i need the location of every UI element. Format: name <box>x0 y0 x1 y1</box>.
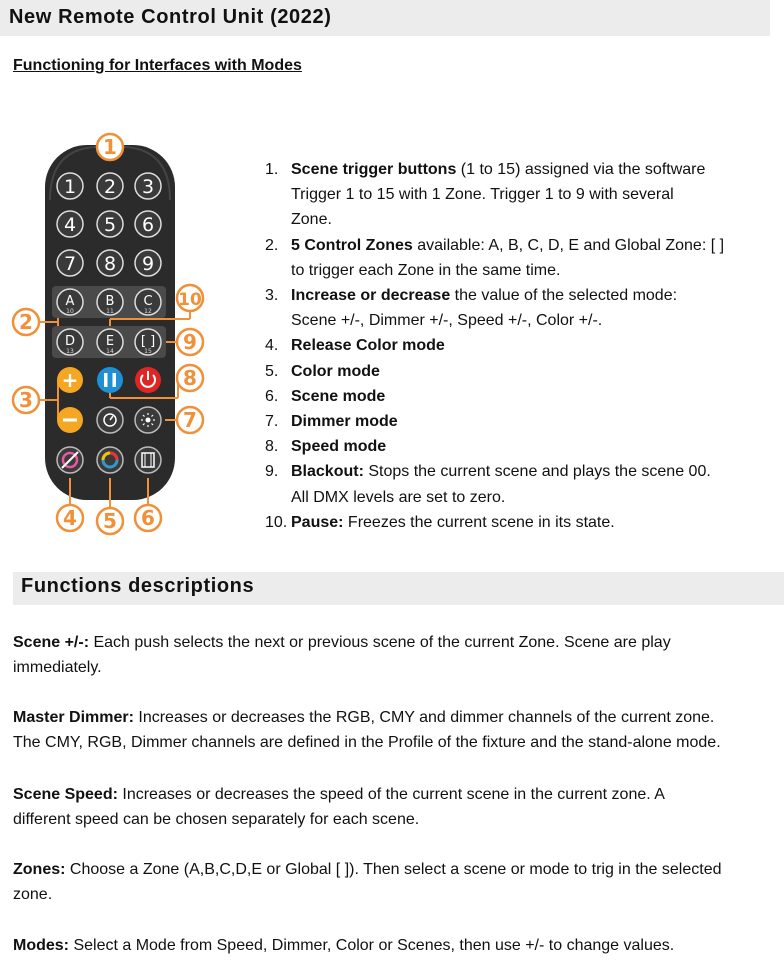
list-item-bold: Release Color mode <box>291 337 445 355</box>
pause-button <box>97 367 123 393</box>
list-item-bold: Speed mode <box>291 438 387 456</box>
callout-label: 4 <box>63 506 77 530</box>
title-bar <box>0 0 770 36</box>
function-text: different speed can be chosen separately for each scene. <box>13 811 420 829</box>
function-term: Scene Speed: <box>13 786 118 803</box>
list-item <box>265 333 770 358</box>
zone-key-letter: E <box>105 334 115 349</box>
list-item-text: Zone. <box>291 211 332 229</box>
list-item-bold: Dimmer mode <box>291 413 398 431</box>
function-text: Increases or decreases the speed of the current scene in the current zone. A <box>117 786 665 803</box>
callout-label: 9 <box>183 330 197 354</box>
number-key-label: 2 <box>103 176 117 198</box>
function-term: Modes: <box>13 937 69 954</box>
functions-title-bar <box>13 572 784 605</box>
callout-label: 6 <box>141 506 155 530</box>
color-mode-button <box>97 447 123 473</box>
list-item-text: Scene +/-, Dimmer +/-, Speed +/-, Color +/-. <box>291 312 603 330</box>
function-term: Zones: <box>13 861 66 878</box>
list-number: 5. <box>265 362 279 380</box>
list-number: 7. <box>265 413 279 431</box>
zone-key-letter: C <box>143 294 153 309</box>
zone-key-sub: 13 <box>66 348 74 355</box>
callout-label: 7 <box>183 408 197 432</box>
number-key-label: 7 <box>63 253 77 275</box>
function-text: The CMY, RGB, Dimmer channels are defined in the Profile of the fixture and the stand-alone mode. <box>13 734 721 752</box>
list-item <box>265 359 770 384</box>
list-item-text: (1 to 15) assigned via the software <box>456 161 706 178</box>
scene-mode-button <box>135 447 161 473</box>
function-paragraph <box>13 782 781 832</box>
list-number: 2. <box>265 236 279 254</box>
number-keys <box>57 173 161 276</box>
number-key-label: 4 <box>63 214 77 236</box>
functions-title: Functions descriptions <box>21 575 255 597</box>
list-number: 3. <box>265 287 279 305</box>
callout-label: 1 <box>103 135 117 159</box>
number-key-label: 1 <box>63 176 77 198</box>
number-key-label: 6 <box>141 214 155 236</box>
list-number: 8. <box>265 438 279 456</box>
zone-key-letter: B <box>105 294 115 309</box>
function-text: Select a Mode from Speed, Dimmer, Color or Scenes, then use +/- to change values. <box>69 937 675 954</box>
zone-key-sub: 12 <box>144 308 152 315</box>
zone-key-letter: D <box>64 334 76 349</box>
list-item-text: to trigger each Zone in the same time. <box>291 261 561 279</box>
number-key-label: 9 <box>141 253 155 275</box>
list-item <box>265 510 770 535</box>
list-item-bold: Increase or decrease <box>291 287 451 305</box>
function-text: immediately. <box>13 659 102 677</box>
list-item <box>265 459 770 509</box>
function-text: Choose a Zone (A,B,C,D,E or Global [ ]). Then select a scene or mode to trig in the selected <box>65 861 722 878</box>
list-number: 1. <box>265 161 279 178</box>
list-item-bold: 5 Control Zones <box>291 236 413 254</box>
feature-list <box>265 157 770 535</box>
function-text: zone. <box>13 886 53 904</box>
list-item-bold: Blackout: <box>291 463 364 481</box>
list-item <box>265 384 770 409</box>
list-item-text: Trigger 1 to 15 with 1 Zone. Trigger 1 to 9 with several <box>291 186 674 204</box>
page-title: New Remote Control Unit (2022) <box>9 6 332 28</box>
list-item-text: All DMX levels are set to zero. <box>291 488 506 506</box>
zone-key-sub: 11 <box>106 308 114 315</box>
list-item-text: available: A, B, C, D, E and Global Zone: [ ] <box>412 236 725 254</box>
function-text: Increases or decreases the RGB, CMY and dimmer channels of the current zone. <box>133 709 715 726</box>
function-paragraph <box>13 933 781 958</box>
list-item <box>265 409 770 434</box>
remote-illustration <box>0 130 240 540</box>
function-term: Scene +/-: <box>13 634 90 651</box>
callout-label: 5 <box>103 509 117 533</box>
number-key-label: 5 <box>103 214 117 236</box>
number-key-label: 8 <box>103 253 117 275</box>
zone-key-letter: [ ] <box>140 334 156 349</box>
list-item <box>265 233 770 283</box>
list-item-text: the value of the selected mode: <box>450 287 678 305</box>
list-item <box>265 434 770 459</box>
list-number: 4. <box>265 337 279 355</box>
list-item-bold: Scene mode <box>291 387 386 405</box>
list-item-text: Freezes the current scene in its state. <box>343 513 615 531</box>
function-paragraph <box>13 857 781 907</box>
list-number: 6. <box>265 387 279 405</box>
callout-label: 2 <box>19 310 33 334</box>
svg-text:+: + <box>61 368 79 392</box>
section-subtitle: Functioning for Interfaces with Modes <box>13 57 302 74</box>
function-paragraph <box>13 705 781 755</box>
list-item <box>265 157 770 233</box>
function-term: Master Dimmer: <box>13 709 134 726</box>
list-item <box>265 283 770 333</box>
list-item-bold: Color mode <box>291 362 380 380</box>
list-number: 10. <box>265 513 288 531</box>
zone-key-sub: 10 <box>66 308 74 315</box>
list-item-bold: Pause: <box>291 513 344 531</box>
callout-label: 10 <box>178 290 202 310</box>
function-text: Each push selects the next or previous scene of the current Zone. Scene are play <box>89 634 671 651</box>
zone-key-sub: 14 <box>106 348 114 355</box>
number-key-label: 3 <box>141 176 155 198</box>
list-item-text: Stops the current scene and plays the scene 00. <box>363 463 711 481</box>
zone-key-sub: 15 <box>144 348 152 355</box>
list-item-bold: Scene trigger buttons <box>291 161 457 178</box>
zone-key-letter: A <box>65 294 75 309</box>
list-number: 9. <box>265 463 279 481</box>
callout-label: 8 <box>183 366 197 390</box>
callout-label: 3 <box>19 388 33 412</box>
function-paragraph <box>13 630 781 680</box>
